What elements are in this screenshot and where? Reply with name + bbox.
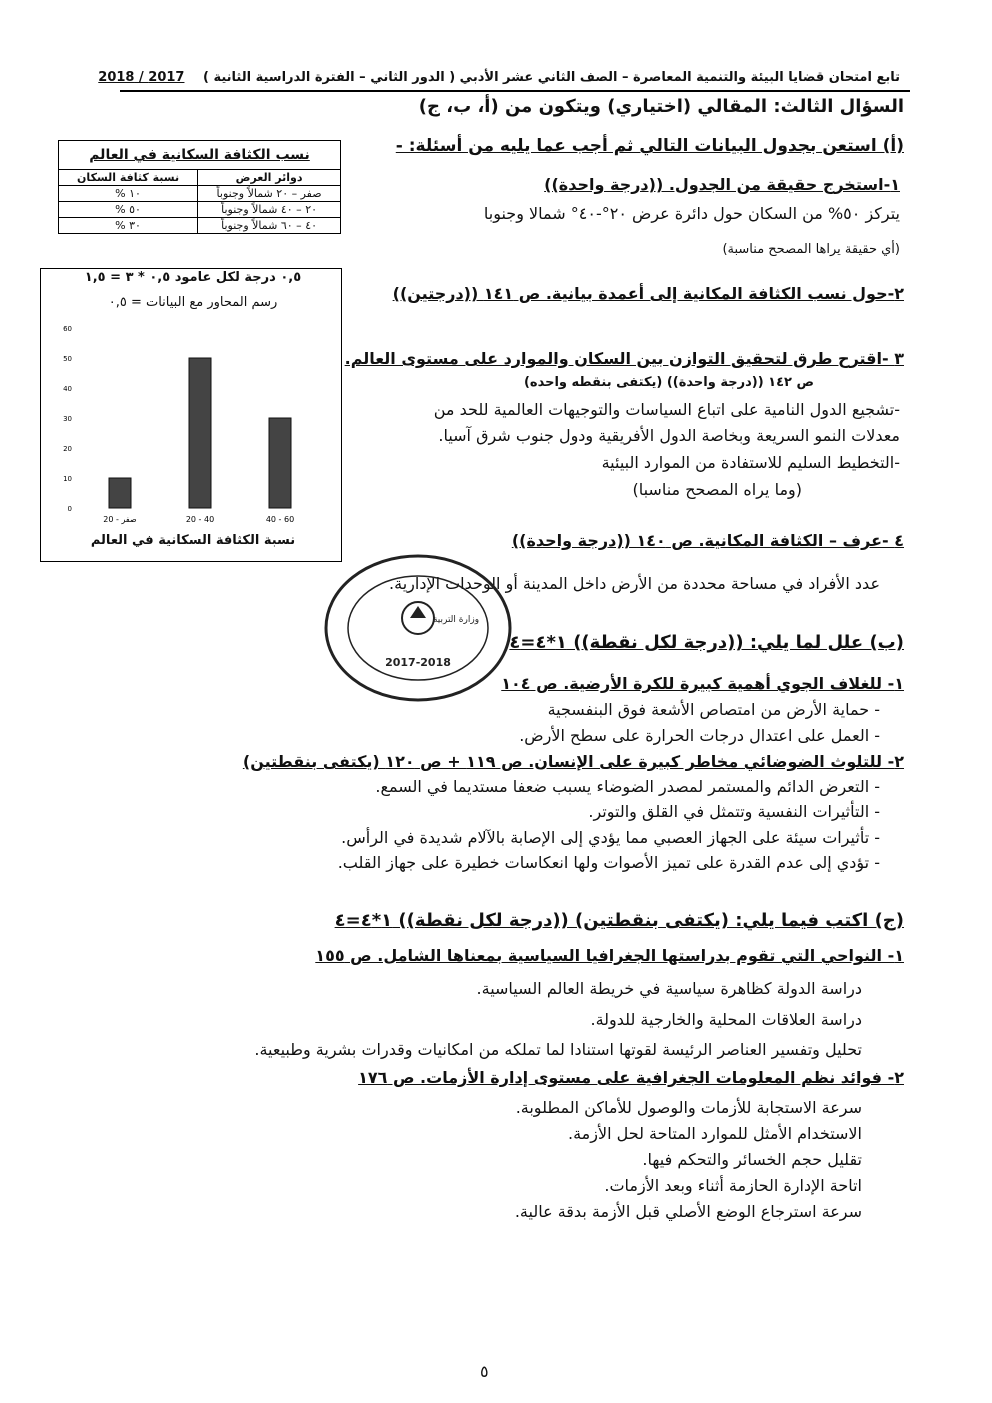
b-q2-answer2: - التأثيرات النفسية وتتمثل في القلق والتوتر. [588,802,880,821]
c-q2-answer5: سرعة استرجاع الوضع الأصلي قبل الأزمة بدقة عالية. [514,1202,862,1221]
a-answer1-note: (أي حقيقة يراها المصحح مناسبة) [722,242,900,257]
c-q2-answer2: الاستخدام الأمثل للموارد المتاحة لحل الأزمة. [568,1124,862,1143]
table-cell-zone: صفر – ٢٠ شمالاً وجنوباً [198,186,341,202]
a-q3-answer2: -التخطيط السليم للاستفادة من الموارد البيئية [601,453,900,472]
c-q1-answer3: تحليل وتفسير العناصر الرئيسة لقوتها استنادا لما تملكه من امكانيات وقدرات بشرية وطبيعية. [254,1040,862,1059]
ministry-seal [318,548,518,708]
bar-chart [50,318,335,533]
y-tick-label: 30 [63,415,72,423]
table-header-pct: نسبة كثافة السكان [59,170,198,186]
y-tick-label: 0 [67,505,72,513]
a-q4-answer: عدد الأفراد في مساحة محددة من الأرض داخل المدينة أو الوحدات الإدارية. [389,574,880,593]
table-row [59,186,341,202]
c-q1-answer1: دراسة الدولة كظاهرة سياسية في خريطة العالم السياسية. [476,979,862,998]
b-q2-answer3: - تأثيرات سيئة على الجهاز العصبي مما يؤدي إلى الإصابة بالآلام شديدة في الرأس. [341,828,880,847]
a-q3-answer1b: معدلات النمو السريعة وبخاصة الدول الأفريقية ودول جنوب شرق آسيا. [438,426,900,445]
exam-header [98,70,900,85]
a-q3-ref: ص ١٤٢ ((درجة واحدة)) (يكتفى بنقطه واحده) [523,375,814,390]
seal-label: وزارة التربية [432,615,480,625]
y-tick-label: 20 [63,445,72,453]
page-number: ٥ [480,1362,489,1381]
c-q1: ١- النواحي التي تقوم بدراستها الجغرافيا السياسية بمعناها الشامل. ص ١٥٥ [315,946,904,965]
b-q2-answer4: - تؤدي إلى عدم القدرة على تميز الأصوات ولها انعكاسات خطيرة على جهاز القلب. [337,853,880,872]
question-title: السؤال الثالث: المقالي (اختياري) ويتكون من (أ، ب، ج) [418,96,904,117]
a-q3-answer1: -تشجيع الدول النامية على اتباع السياسات والتوجيهات العالمية للحد من [433,400,900,419]
x-tick-label: 20 - 40 [185,515,215,524]
header-year: 2017 / 2018 [98,70,185,85]
c-q2-answer1: سرعة الاستجابة للأزمات والوصول للأماكن المطلوبة. [515,1098,862,1117]
b-q1: ١- للغلاف الجوي أهمية كبيرة للكرة الأرضية. ص ١٠٤ [501,674,904,693]
a-q2: ٢-حول نسب الكثافة المكانية إلى أعمدة بيانية. ص ١٤١ ((درجتين)) [392,284,904,303]
b-q2-answer1: - التعرض الدائم والمستمر لمصدر الضوضاء يسبب ضعفا مستديما في السمع. [375,777,880,796]
b-q1-answer2: - العمل على اعتدال درجات الحرارة على سطح الأرض. [519,726,880,745]
table-row [59,202,341,218]
y-tick-label: 60 [63,325,72,333]
c-q2: ٢- فوائد نظم المعلومات الجغرافية على مستوى إدارة الأزمات. ص ١٧٦ [358,1068,904,1087]
c-q1-answer2: دراسة العلاقات المحلية والخارجية للدولة. [590,1010,862,1029]
table-caption: نسب الكثافة السكانية في العالم [58,140,341,169]
a-q1: ١-استخرج حقيقة من الجدول. ((درجة واحدة)) [544,175,900,194]
seal-year: 2017-2018 [385,656,451,669]
bar [189,358,211,508]
c-q2-answer3: تقليل حجم الخسائر والتحكم فيها. [642,1150,862,1169]
a-q4: ٤ -عرف – الكثافة المكانية. ص ١٤٠ ((درجة واحدة)) [511,531,904,550]
a-q3: ٣ -اقترح طرق لتحقيق التوازن بين السكان والموارد على مستوى العالم. [344,349,904,368]
density-table [58,140,341,234]
x-tick-label: 40 - 60 [265,515,295,524]
header-text: تابع امتحان قضايا البيئة والتنمية المعاصرة – الصف الثاني عشر الأدبي ( الدور الثاني – الفترة الدراسية الثانية ) [203,70,900,85]
y-tick-label: 10 [63,475,72,483]
table-cell-pct: ٥٠ % [59,202,198,218]
part-b-heading: (ب) علل لما يلي: ((درجة لكل نقطة)) ١*٤=٤ [509,632,904,653]
header-divider [120,90,910,92]
chart-axes-note: رسم المحاور مع البيانات = ٠,٥ [108,295,278,310]
table-cell-zone: ٢٠ – ٤٠ شمالاً وجنوباً [198,202,341,218]
table-cell-pct: ١٠ % [59,186,198,202]
chart-title: نسبة الكثافة السكانية في العالم [90,533,296,548]
table-row [59,218,341,234]
y-tick-label: 40 [63,385,72,393]
x-tick-label: صفر - 20 [103,515,137,524]
a-q3-note: (وما يراه المصحح مناسبا) [632,480,802,499]
c-q2-answer4: اتاحة الإدارة الحازمة أثناء وبعد الأزمات. [604,1176,862,1195]
bar [269,418,291,508]
table-header-zone: دوائر العرض [198,170,341,186]
part-a-heading: (أ) استعن بجدول البيانات التالي ثم أجب عما يليه من أسئلة: - [395,136,904,156]
a-answer1: يتركز ٥٠% من السكان حول دائرة عرض ٢٠°-٤٠° شمالا وجنوبا [483,204,900,223]
y-tick-label: 50 [63,355,72,363]
b-q1-answer1: - حماية الأرض من امتصاص الأشعة فوق البنفسجية [547,700,880,719]
part-c-heading: (ج) اكتب فيما يلي: (يكتفى بنقطتين) ((درجة لكل نقطة)) ١*٤=٤ [334,910,904,931]
b-q2: ٢- للتلوث الضوضائي مخاطر كبيرة على الإنسان. ص ١١٩ + ص ١٢٠ (يكتفى بنقطتين) [242,752,904,771]
table-cell-zone: ٤٠ – ٦٠ شمالاً وجنوباً [198,218,341,234]
bar [109,478,131,508]
chart-grading-note: ٠,٥ درجة لكل عامود ٠,٥ * ٣ = ١,٥ [84,270,302,285]
table-cell-pct: ٣٠ % [59,218,198,234]
